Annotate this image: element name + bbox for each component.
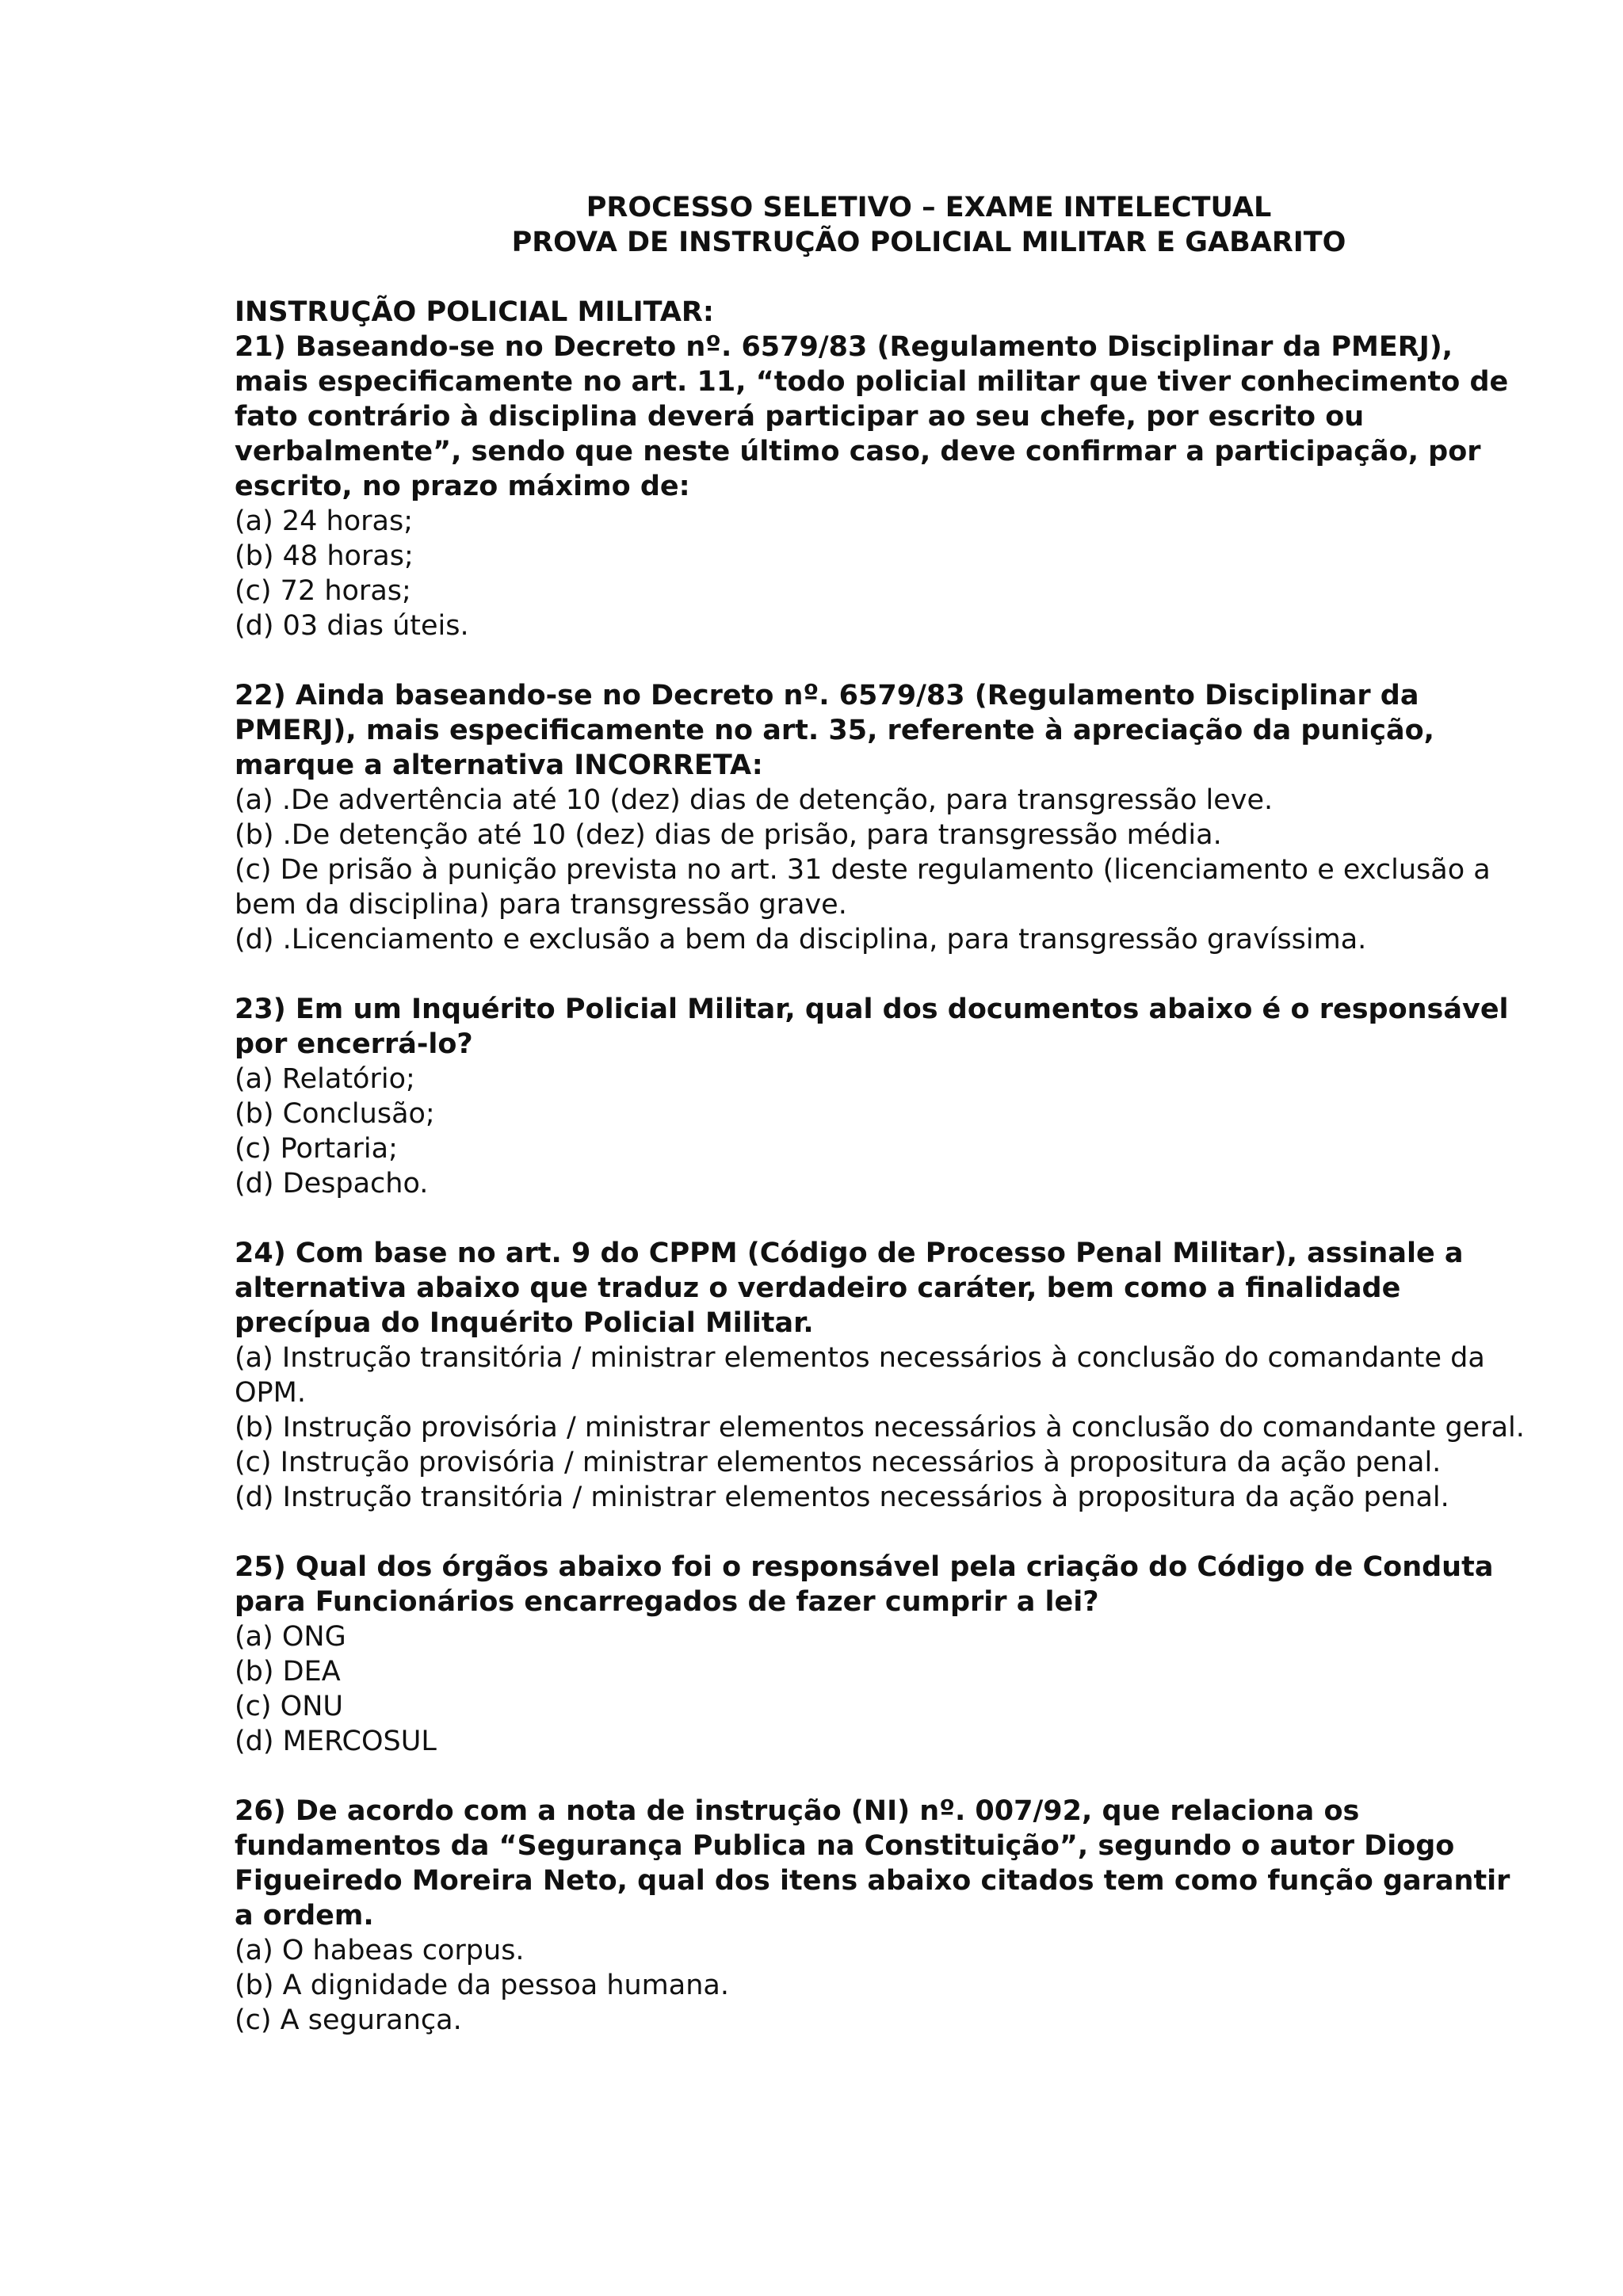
option-a: (a) Relatório; xyxy=(235,1063,415,1095)
question-text: 22) Ainda baseando-se no Decreto nº. 6579/83 (Regulamento Disciplinar da PMERJ), mais especificamente no art. 35, referente à apreciação da punição, marque a alternativa INCORRETA: xyxy=(235,680,1434,781)
question-text: 23) Em um Inquérito Policial Militar, qual dos documentos abaixo é o responsável por encerrá-lo? xyxy=(235,994,1509,1060)
question-text: 25) Qual dos órgãos abaixo foi o responsável pela criação do Código de Conduta para Funcionários encarregados de fazer cumprir a lei? xyxy=(235,1551,1494,1618)
title-line-1: PROCESSO SELETIVO – EXAME INTELECTUAL xyxy=(586,192,1272,223)
question-24 xyxy=(235,1236,1534,1515)
option-c: (c) De prisão à punição prevista no art. 31 deste regulamento (licenciamento e exclusão a bem da disciplina) para transgressão grave. xyxy=(235,854,1491,921)
option-b: (b) Instrução provisória / ministrar elementos necessários à conclusão do comandante geral. xyxy=(235,1412,1525,1444)
question-text: 24) Com base no art. 9 do CPPM (Código de Processo Penal Militar), assinale a alternativa abaixo que traduz o verdadeiro caráter, bem como a finalidade precípua do Inquérito Policial Militar. xyxy=(235,1238,1464,1339)
question-25 xyxy=(235,1550,1534,1759)
option-b: (b) DEA xyxy=(235,1656,341,1688)
option-a: (a) Instrução transitória / ministrar elementos necessários à conclusão do comandante da OPM. xyxy=(235,1342,1485,1409)
title-line-2: PROVA DE INSTRUÇÃO POLICIAL MILITAR E GABARITO xyxy=(511,227,1346,258)
option-c: (c) A segurança. xyxy=(235,2004,462,2036)
option-b: (b) A dignidade da pessoa humana. xyxy=(235,1970,729,2001)
option-b: (b) .De detenção até 10 (dez) dias de prisão, para transgressão média. xyxy=(235,819,1222,851)
option-d: (d) 03 dias úteis. xyxy=(235,610,469,642)
option-b: (b) 48 horas; xyxy=(235,540,414,572)
question-23 xyxy=(235,992,1534,1201)
option-c: (c) Instrução provisória / ministrar elementos necessários à propositura da ação penal. xyxy=(235,1447,1442,1478)
option-a: (a) ONG xyxy=(235,1621,346,1653)
document-page xyxy=(235,190,1534,2073)
option-a: (a) 24 horas; xyxy=(235,505,414,537)
option-a: (a) .De advertência até 10 (dez) dias de detenção, para transgressão leve. xyxy=(235,784,1274,816)
document-header xyxy=(0,190,1623,260)
option-c: (c) 72 horas; xyxy=(235,575,411,607)
option-d: (d) .Licenciamento e exclusão a bem da disciplina, para transgressão gravíssima. xyxy=(235,924,1367,955)
option-a: (a) O habeas corpus. xyxy=(235,1935,525,1966)
section-heading: INSTRUÇÃO POLICIAL MILITAR: xyxy=(235,296,714,328)
question-text: 26) De acordo com a nota de instrução (NI) nº. 007/92, que relaciona os fundamentos da “Segurança Publica na Constituição”, segundo o autor Diogo Figueiredo Moreira Neto, qual dos itens abaixo citados tem como função garantir a ordem. xyxy=(235,1795,1510,1932)
option-b: (b) Conclusão; xyxy=(235,1098,435,1130)
question-text: 21) Baseando-se no Decreto nº. 6579/83 (Regulamento Disciplinar da PMERJ), mais especificamente no art. 11, “todo policial militar que tiver conhecimento de fato contrário à disciplina deverá participar ao seu chefe, por escrito ou verbalmente”, sendo que neste último caso, deve confirmar a participação, por escrito, no prazo máximo de: xyxy=(235,331,1509,502)
option-c: (c) Portaria; xyxy=(235,1133,398,1165)
option-d: (d) Instrução transitória / ministrar elementos necessários à propositura da ação penal. xyxy=(235,1482,1449,1513)
question-21 xyxy=(235,330,1534,643)
option-c: (c) ONU xyxy=(235,1691,344,1722)
option-d: (d) MERCOSUL xyxy=(235,1726,437,1757)
question-22 xyxy=(235,678,1534,957)
question-26 xyxy=(235,1794,1534,2038)
option-d: (d) Despacho. xyxy=(235,1168,429,1199)
